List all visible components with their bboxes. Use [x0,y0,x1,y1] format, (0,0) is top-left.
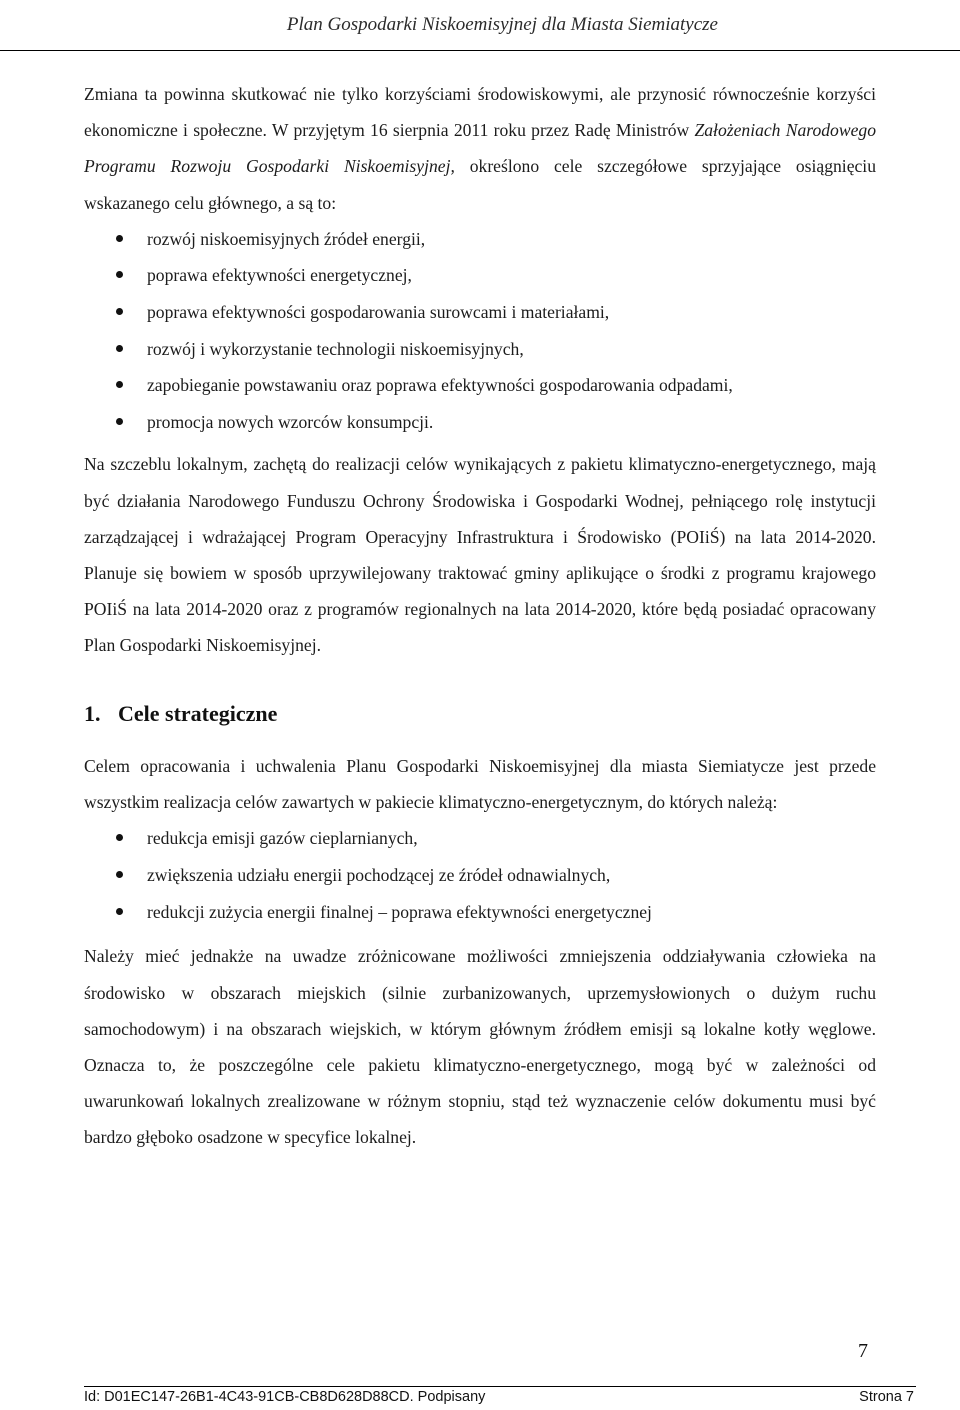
list-item-text: redukcja emisji gazów cieplarnianych, [147,828,418,848]
closing-paragraph: Należy mieć jednakże na uwadze zróżnicowane możliwości zmniejszenia oddziaływania człowieka na środowisko w obszarach miejskich (silnie zurbanizowanych, uprzemysłowionych o dużym ruchu samochodowym) i na obszarach wiejskich, w którym głównym źródłem emisji są lokalne kotły węglowe. Oznacza to, że poszczególne cele pakietu klimatyczno-energetycznego, mogą być w zależności od uwarunkowań lokalnych zrealizowane w różnym stopniu, stąd też wyznaczenie celów dokumentu musi być bardzo głęboko osadzone w specyfice lokalnej. [84,946,876,1148]
intro-paragraph [84,76,876,221]
bullet-icon [116,381,123,388]
footer-page-label: Strona 7 [859,1389,914,1405]
bullet-icon [116,418,123,425]
bullet-icon [116,908,123,915]
footer-divider [84,1386,916,1387]
bullet-icon [116,345,123,352]
goals-list [84,221,876,441]
bullet-icon [116,271,123,278]
section-paragraph: Celem opracowania i uchwalenia Planu Gospodarki Niskoemisyjnej dla miasta Siemiatycze jest przede wszystkim realizacja celów zawartych w pakiecie klimatyczno-energetycznym, do których należą: [84,755,876,812]
strategic-goals-list [84,820,876,930]
bullet-icon [116,308,123,315]
intro-text-part2: określono cele szczegółowe sprzyjające osiągnięciu wskazanego celu głównego, a są to: [84,156,876,213]
document-body [84,76,876,1156]
section-heading [84,696,876,732]
bullet-icon [116,834,123,841]
intro-italic-title: Założeniach Narodowego Programu Rozwoju Gospodarki Niskoemisyjnej, [84,120,876,177]
list-item [84,367,876,404]
list-item-text: poprawa efektywności energetycznej, [147,265,412,286]
section-number: 1. [84,700,101,726]
list-item [84,820,876,857]
list-item [84,294,876,331]
header-title: Plan Gospodarki Niskoemisyjnej dla Miasta Siemiatycze [286,14,718,35]
intro-text-part1: Zmiana ta powinna skutkować nie tylko korzyściami środowiskowymi, ale przynosić równocześnie korzyści ekonomiczne i społeczne. W przyjętym 16 sierpnia 2011 roku przez Radę Ministrów [84,84,876,141]
document-id: Id: D01EC147-26B1-4C43-91CB-CB8D628D88CD. Podpisany [84,1389,486,1405]
page-header [0,14,960,44]
list-item-text: rozwój niskoemisyjnych źródeł energii, [147,228,426,249]
header-divider [0,50,960,51]
local-level-paragraph: Na szczeblu lokalnym, zachętą do realizacji celów wynikających z pakietu klimatyczno-energetycznego, mają być działania Narodowego Funduszu Ochrony Środowiska i Gospodarki Wodnej, pełniącego rolę instytucji zarządzającej i wdrażającej Program Operacyjny Infrastruktura i Środowisko (POIiŚ) na lata 2014-2020. Planuje się bowiem w sposób uprzywilejowany traktować gminy aplikujące o środki z programu krajowego POIiŚ na lata 2014-2020 oraz z programów regionalnych na lata 2014-2020, które będą posiadać opracowany Plan Gospodarki Niskoemisyjnej. [84,454,876,656]
list-item-text: redukcji zużycia energii finalnej – poprawa efektywności energetycznej [147,901,652,922]
list-item-text: zwiększenia udziału energii pochodzącej ze źródeł odnawialnych, [147,864,611,885]
list-item-text: rozwój i wykorzystanie technologii niskoemisyjnych, [147,338,524,359]
list-item-text: promocja nowych wzorców konsumpcji. [147,411,434,432]
list-item-text: zapobieganie powstawaniu oraz poprawa efektywności gospodarowania odpadami, [147,375,733,396]
list-item [84,221,876,258]
list-item-text: poprawa efektywności gospodarowania surowcami i materiałami, [147,302,610,322]
list-item [84,257,876,294]
list-item [84,331,876,368]
list-item [84,894,876,931]
section-title: Cele strategiczne [118,700,278,726]
list-item [84,857,876,894]
list-item [84,404,876,441]
bullet-icon [116,871,123,878]
bullet-icon [116,235,123,242]
page-number: 7 [858,1340,868,1362]
